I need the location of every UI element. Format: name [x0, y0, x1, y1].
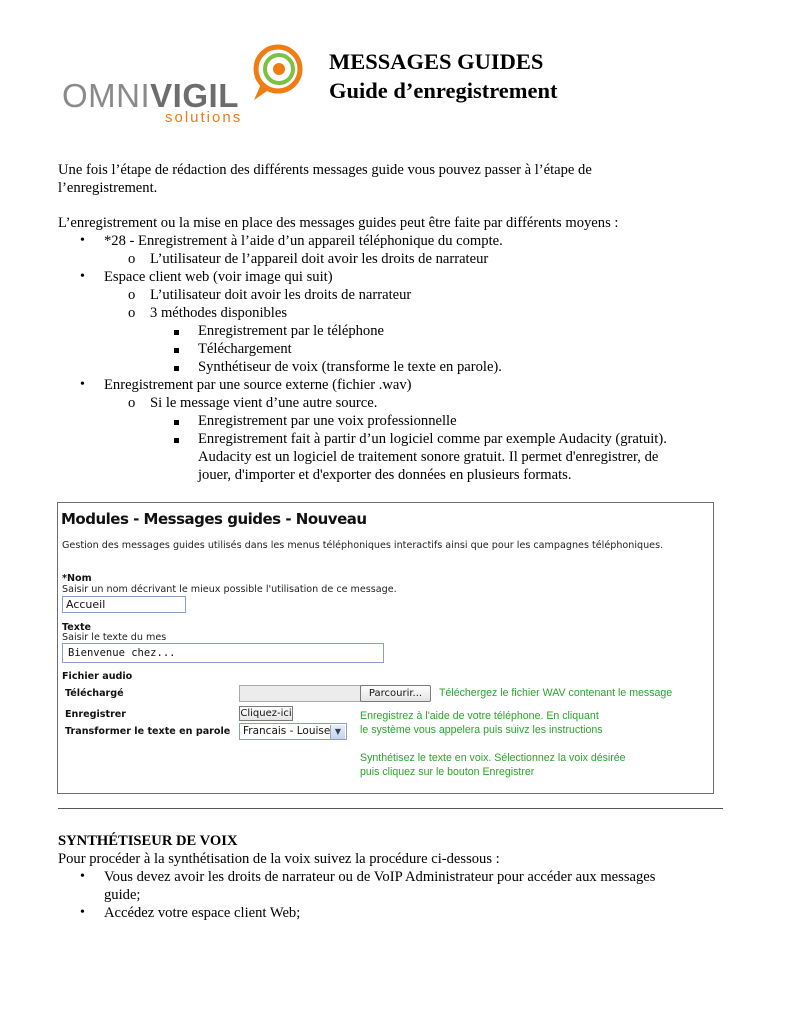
voice-select[interactable]	[239, 723, 347, 740]
sub-bullet-circle-icon: o	[128, 287, 136, 303]
method-item-3-sub-1-b-line-1: Enregistrement fait à partir d’un logiciel comme par exemple Audacity (gratuit).	[198, 431, 667, 447]
record-help-line-1: Enregistrez à l'aide de votre téléphone. En cliquant	[360, 710, 599, 722]
sub-bullet-circle-icon: o	[128, 305, 136, 321]
synth-item-1-line-1: Vous devez avoir les droits de narrateur ou de VoIP Administrateur pour accéder aux messages	[104, 869, 656, 885]
record-label: Enregistrer	[65, 709, 127, 720]
upload-help-text: Téléchergez le fichier WAV contenant le message	[439, 687, 673, 699]
method-item-3-sub-1: Si le message vient d’une autre source.	[150, 395, 378, 411]
audio-file-label: Fichier audio	[62, 671, 133, 682]
method-item-2-sub-2: 3 méthodes disponibles	[150, 305, 288, 321]
method-item-2-sub-1: L’utilisateur doit avoir les droits de narrateur	[150, 287, 412, 303]
embedded-form-screenshot	[57, 502, 714, 794]
sub-bullet-circle-icon: o	[128, 395, 136, 411]
chevron-down-icon[interactable]: ▼	[330, 725, 345, 739]
form-title: Modules - Messages guides - Nouveau	[61, 510, 367, 528]
name-label: *Nom	[62, 573, 92, 584]
method-item-2-sub-2-a: Enregistrement par le téléphone	[198, 323, 384, 339]
form-description: Gestion des messages guides utilisés dans les menus téléphoniques interactifs ainsi que pour les campagnes téléphoniques.	[62, 540, 664, 551]
square-bullet-icon	[174, 340, 179, 358]
file-path-input[interactable]	[239, 685, 361, 702]
tts-help-line-2: puis cliquez sur le bouton Enregistrer	[360, 766, 535, 778]
synth-item-1-line-2: guide;	[104, 887, 141, 903]
name-input[interactable]: Accueil	[62, 596, 186, 613]
synth-heading: SYNTHÉTISEUR DE VOIX	[58, 833, 238, 849]
name-hint: Saisir un nom décrivant le mieux possible l'utilisation de ce message.	[62, 584, 397, 595]
click-here-button[interactable]: Cliquez-ici	[240, 708, 292, 719]
voice-selected-value: Francais - Louise	[243, 725, 331, 737]
document-title	[329, 47, 558, 105]
square-bullet-icon	[174, 430, 179, 448]
bullet-dot-icon: •	[80, 269, 85, 284]
bullet-dot-icon: •	[80, 905, 85, 920]
title-line-2: Guide d’enregistrement	[329, 78, 558, 103]
method-item-3-sub-1-a: Enregistrement par une voix professionnelle	[198, 413, 457, 429]
text-input[interactable]: Bienvenue chez...	[62, 643, 384, 663]
horizontal-divider	[58, 808, 723, 809]
title-line-1: MESSAGES GUIDES	[329, 49, 544, 74]
method-item-3-sub-1-b-line-3: jouer, d'importer et d'exporter des données en plusieurs formats.	[198, 467, 572, 483]
intro-paragraph	[58, 161, 698, 197]
record-help-line-2: le système vous appelera puis suivz les instructions	[360, 724, 603, 736]
synth-item-2: Accédez votre espace client Web;	[104, 905, 301, 921]
square-bullet-icon	[174, 358, 179, 376]
logo-brand-bold: VIGIL	[150, 77, 239, 114]
bullet-dot-icon: •	[80, 869, 85, 884]
text-label: Texte	[62, 622, 92, 633]
browse-button[interactable]: Parcourir...	[360, 685, 431, 702]
tts-label: Transformer le texte en parole	[65, 726, 231, 737]
logo-tagline: solutions	[165, 109, 243, 126]
intro-line-1: Une fois l’étape de rédaction des différents messages guide vous pouvez passer à l’étape de	[58, 162, 592, 178]
square-bullet-icon	[174, 322, 179, 340]
method-item-2-sub-2-c: Synthétiseur de voix (transforme le texte en parole).	[198, 359, 502, 375]
method-item-2: Espace client web (voir image qui suit)	[104, 269, 333, 285]
tts-help-line-1: Synthétisez le texte en voix. Sélectionnez la voix désirée	[360, 752, 626, 764]
method-item-3: Enregistrement par une source externe (fichier .wav)	[104, 377, 412, 393]
bullet-dot-icon: •	[80, 233, 85, 248]
bullet-dot-icon: •	[80, 377, 85, 392]
method-item-1: *28 - Enregistrement à l’aide d’un appareil téléphonique du compte.	[104, 233, 503, 249]
intro-line-2: l’enregistrement.	[58, 180, 158, 196]
synth-lead: Pour procéder à la synthétisation de la voix suivez la procédure ci-dessous :	[58, 851, 500, 867]
text-hint: Saisir le texte du mes	[62, 632, 167, 643]
upload-label: Téléchargé	[65, 688, 124, 699]
method-item-1-sub-1: L’utilisateur de l’appareil doit avoir les droits de narrateur	[150, 251, 489, 267]
omnivigil-logo	[58, 44, 308, 130]
square-bullet-icon	[174, 412, 179, 430]
logo-brand-light: OMNI	[62, 77, 151, 114]
method-item-3-sub-1-b-line-2: Audacity est un logiciel de traitement sonore gratuit. Il permet d'enregistrer, de	[198, 449, 659, 465]
methods-lead: L’enregistrement ou la mise en place des messages guides peut être faite par différents moyens :	[58, 215, 619, 231]
method-item-2-sub-2-b: Téléchargement	[198, 341, 292, 357]
sub-bullet-circle-icon: o	[128, 251, 136, 267]
